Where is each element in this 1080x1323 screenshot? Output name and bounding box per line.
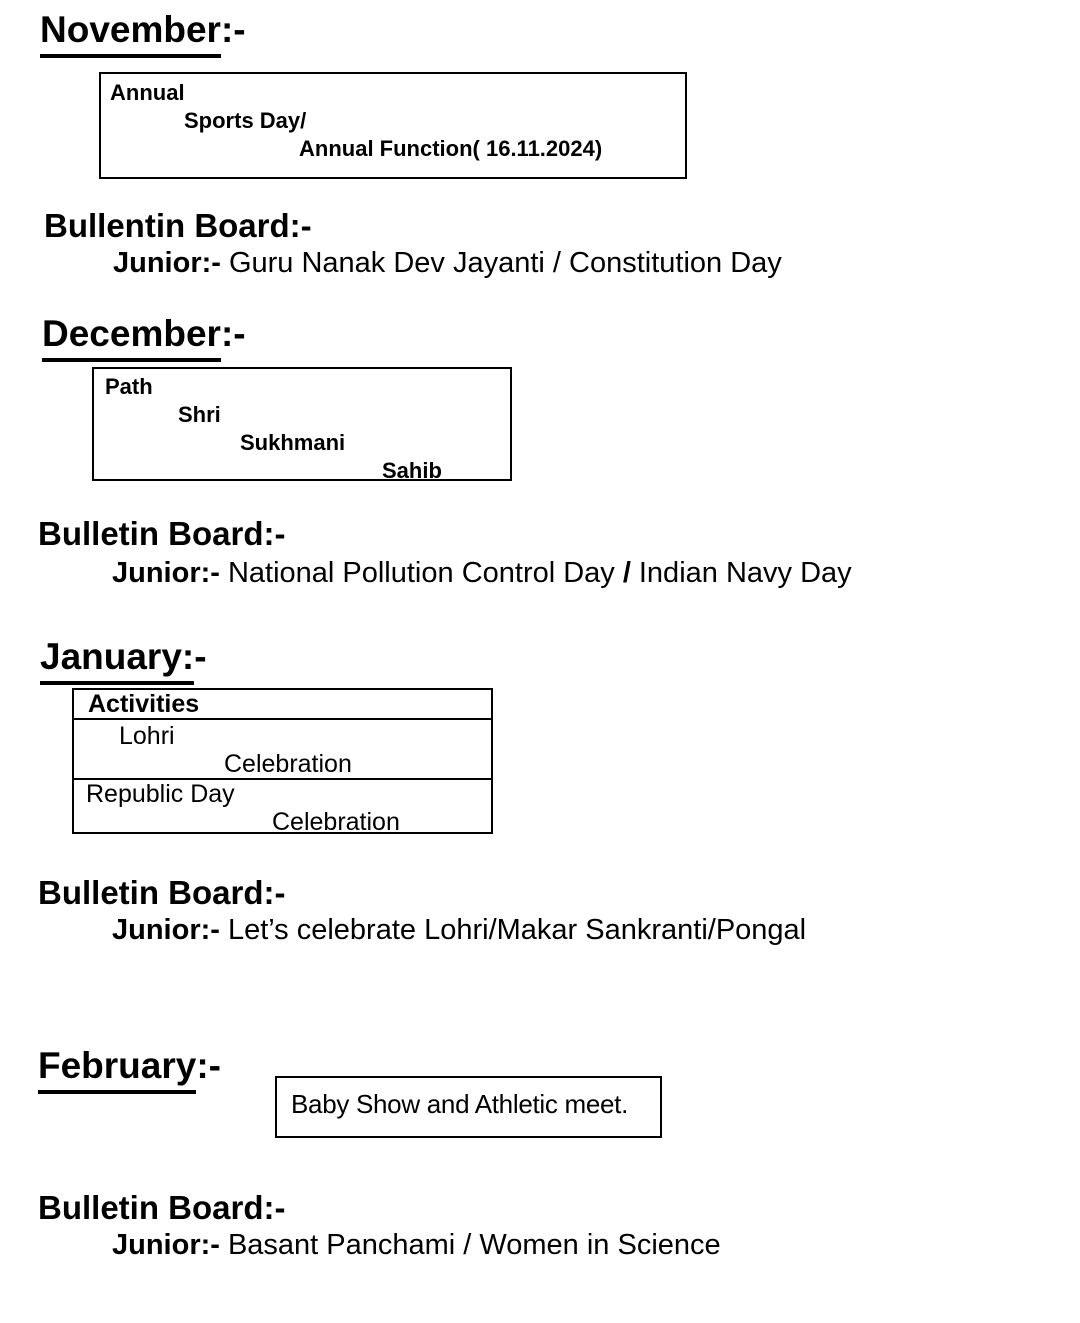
bulletin-heading-february: Bulletin Board:- <box>38 1189 286 1226</box>
december-box-line-1: Path <box>105 374 153 399</box>
december-box-line-4: Sahib <box>382 458 442 483</box>
table-cell-republic-day: Republic Day <box>86 780 235 808</box>
february-box-text: Baby Show and Athletic meet. <box>291 1089 629 1119</box>
heading-february <box>38 1044 221 1094</box>
february-activity-box <box>275 1076 662 1138</box>
junior-line-january <box>112 913 806 948</box>
junior-text-after-december: Indian Navy Day <box>638 557 852 589</box>
november-activity-box <box>99 72 687 179</box>
november-box-line-1: Annual <box>110 80 185 105</box>
junior-line-december <box>112 556 852 591</box>
heading-november-word: November <box>40 8 221 58</box>
table-cell-lohri: Lohri <box>119 722 175 750</box>
january-activities-table <box>72 688 493 834</box>
junior-slash-december: / <box>622 557 631 589</box>
table-row <box>74 720 491 780</box>
junior-label-december: Junior:- <box>112 557 220 589</box>
heading-december <box>42 312 246 362</box>
heading-january-word: January: <box>40 635 194 685</box>
junior-text-january: Let’s celebrate Lohri/Makar Sankranti/Pongal <box>227 914 807 946</box>
bulletin-heading-december: Bulletin Board:- <box>38 515 286 552</box>
junior-line-february <box>112 1228 721 1263</box>
table-row <box>74 780 491 836</box>
junior-label-january: Junior:- <box>112 914 220 946</box>
heading-february-suffix: :- <box>196 1045 221 1086</box>
table-cell-republic-celebration: Celebration <box>272 808 400 836</box>
heading-january-suffix: - <box>194 636 207 677</box>
junior-text-before-december: National Pollution Control Day <box>227 557 615 589</box>
november-box-line-2: Sports Day/ <box>184 108 307 133</box>
december-activity-box <box>92 367 512 481</box>
junior-text-november: Guru Nanak Dev Jayanti / Constitution Day <box>228 247 782 279</box>
junior-label-february: Junior:- <box>112 1229 220 1261</box>
junior-text-february: Basant Panchami / Women in Science <box>227 1229 721 1261</box>
heading-january <box>40 635 207 685</box>
table-cell-lohri-celebration: Celebration <box>224 750 352 778</box>
bulletin-heading-january: Bulletin Board:- <box>38 874 286 911</box>
bulletin-heading-november: Bullentin Board:- <box>44 207 312 244</box>
december-box-line-3: Sukhmani <box>240 430 346 455</box>
december-box-line-2: Shri <box>178 402 221 427</box>
heading-february-word: February <box>38 1044 196 1094</box>
heading-november <box>40 8 246 58</box>
junior-label-november: Junior:- <box>113 247 221 279</box>
heading-december-suffix: :- <box>220 313 246 354</box>
heading-november-suffix: :- <box>220 9 246 50</box>
junior-line-november <box>113 246 782 281</box>
november-box-line-3: Annual Function( 16.11.2024) <box>299 136 603 161</box>
table-header-activities: Activities <box>74 690 491 720</box>
heading-december-word: December <box>42 312 221 362</box>
